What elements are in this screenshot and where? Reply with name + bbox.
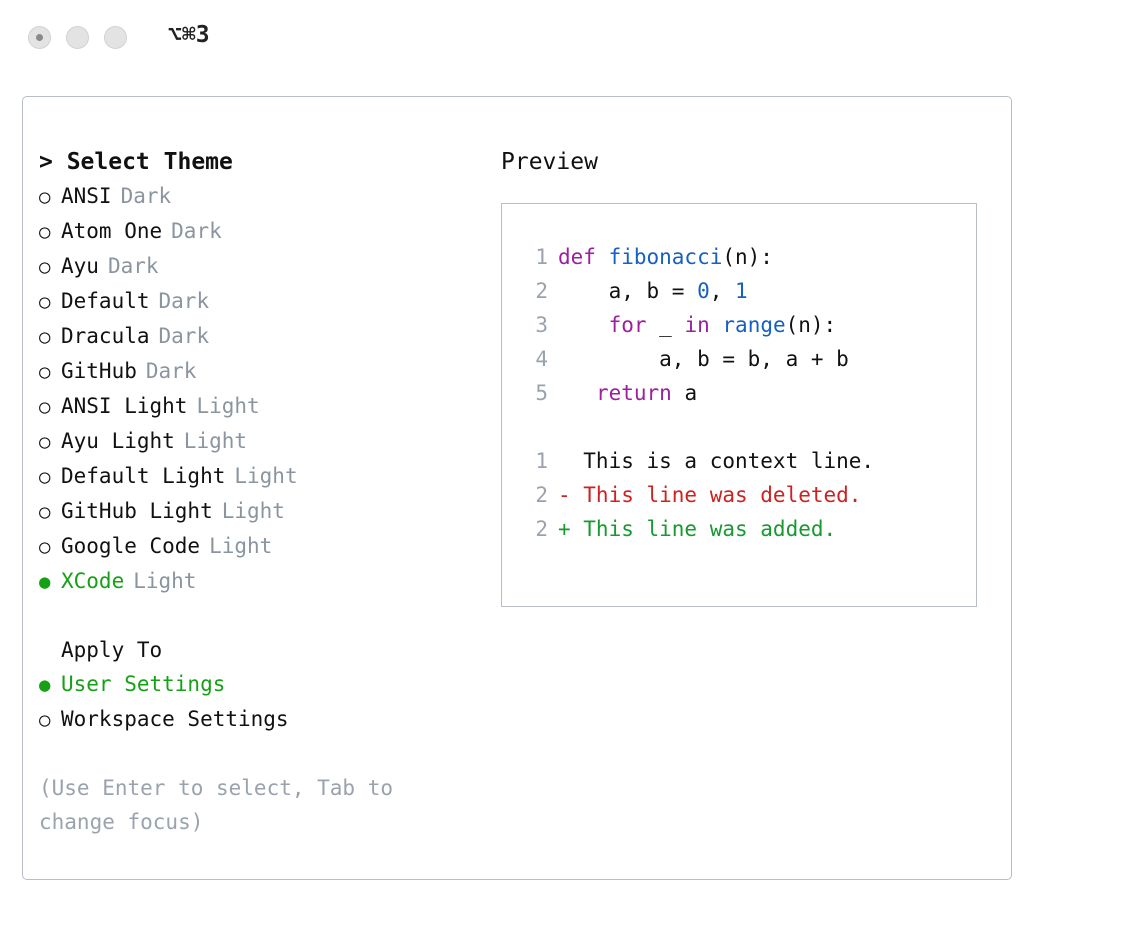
radio-unselected-icon: ○ bbox=[39, 431, 51, 453]
code-token: fibonacci bbox=[608, 245, 723, 269]
code-line bbox=[522, 308, 976, 342]
line-number: 2 bbox=[535, 517, 548, 541]
theme-option-label: Default bbox=[61, 289, 150, 313]
code-token: in bbox=[684, 313, 710, 337]
theme-option-label: GitHub bbox=[61, 359, 137, 383]
theme-option-tag: Light bbox=[209, 534, 273, 558]
code-sample bbox=[522, 240, 976, 410]
radio-unselected-icon: ○ bbox=[39, 361, 51, 383]
code-token: _ bbox=[646, 313, 685, 337]
code-token: def bbox=[558, 245, 609, 269]
code-token: return bbox=[595, 381, 672, 405]
radio-selected-icon: ● bbox=[39, 571, 51, 593]
line-number: 3 bbox=[535, 313, 548, 337]
theme-option-tag: Dark bbox=[158, 289, 210, 313]
spacer bbox=[39, 599, 479, 633]
code-token: 0 bbox=[697, 279, 710, 303]
diff-line bbox=[522, 444, 976, 478]
theme-option-label: Ayu bbox=[61, 254, 99, 278]
keyboard-shortcut-label: ⌥⌘3 bbox=[168, 22, 210, 48]
line-number: 1 bbox=[535, 449, 548, 473]
select-theme-heading: > Select Theme bbox=[39, 149, 233, 175]
code-token: for bbox=[608, 313, 647, 337]
preview-column bbox=[501, 145, 991, 607]
theme-option-tag: Light bbox=[221, 499, 285, 523]
close-button-icon[interactable] bbox=[28, 26, 51, 49]
theme-option-label: ANSI Light bbox=[61, 394, 188, 418]
diff-line-text: - This line was deleted. bbox=[558, 483, 862, 507]
title-bar bbox=[0, 0, 1140, 76]
theme-option-label: Dracula bbox=[61, 324, 150, 348]
code-token bbox=[558, 381, 596, 405]
theme-option-ayu-light[interactable] bbox=[39, 424, 479, 459]
code-token: a, b = bbox=[558, 279, 698, 303]
line-number: 2 bbox=[535, 279, 548, 303]
apply-to-list[interactable] bbox=[39, 667, 479, 737]
apply-to-option-label: User Settings bbox=[61, 672, 226, 696]
theme-option-label: GitHub Light bbox=[61, 499, 213, 523]
theme-option-label: ANSI bbox=[61, 184, 112, 208]
diff-line bbox=[522, 478, 976, 512]
radio-unselected-icon: ○ bbox=[39, 466, 51, 488]
theme-option-default[interactable] bbox=[39, 284, 479, 319]
theme-list[interactable] bbox=[39, 179, 479, 599]
radio-selected-icon: ● bbox=[39, 674, 51, 696]
theme-option-tag: Dark bbox=[171, 219, 222, 243]
theme-option-xcode[interactable] bbox=[39, 564, 479, 599]
apply-to-heading: Apply To bbox=[61, 638, 163, 662]
radio-unselected-icon: ○ bbox=[39, 221, 51, 243]
radio-unselected-icon: ○ bbox=[39, 396, 51, 418]
theme-option-tag: Dark bbox=[145, 359, 197, 383]
code-line bbox=[522, 376, 976, 410]
theme-option-dracula[interactable] bbox=[39, 319, 479, 354]
radio-unselected-icon: ○ bbox=[39, 256, 51, 278]
radio-unselected-icon: ○ bbox=[39, 186, 51, 208]
keyboard-hint-text: (Use Enter to select, Tab to change focus) bbox=[39, 776, 394, 834]
code-token: , bbox=[709, 279, 736, 303]
code-line bbox=[522, 342, 976, 376]
preview-box bbox=[501, 203, 977, 607]
theme-option-tag: Dark bbox=[120, 184, 172, 208]
code-token bbox=[558, 313, 609, 337]
apply-to-option-user-settings[interactable] bbox=[39, 667, 479, 702]
diff-line-text: This is a context line. bbox=[558, 449, 875, 473]
theme-option-ansi[interactable] bbox=[39, 179, 479, 214]
code-line bbox=[522, 240, 976, 274]
radio-unselected-icon: ○ bbox=[39, 536, 51, 558]
diff-line-text: + This line was added. bbox=[558, 517, 837, 541]
code-token: a bbox=[671, 381, 698, 405]
diff-line bbox=[522, 512, 976, 546]
theme-option-github-light[interactable] bbox=[39, 494, 479, 529]
line-number: 2 bbox=[535, 483, 548, 507]
theme-option-tag: Light bbox=[196, 394, 260, 418]
preview-heading: Preview bbox=[501, 149, 598, 175]
code-line bbox=[522, 274, 976, 308]
theme-option-github[interactable] bbox=[39, 354, 479, 389]
theme-option-google-code[interactable] bbox=[39, 529, 479, 564]
theme-option-ayu[interactable] bbox=[39, 249, 479, 284]
apply-to-option-label: Workspace Settings bbox=[61, 707, 289, 731]
theme-option-default-light[interactable] bbox=[39, 459, 479, 494]
theme-option-label: XCode bbox=[61, 569, 125, 593]
theme-option-label: Default Light bbox=[61, 464, 226, 488]
diff-sample bbox=[522, 444, 976, 546]
code-token: (n): bbox=[722, 245, 773, 269]
theme-option-label: Ayu Light bbox=[61, 429, 175, 453]
radio-unselected-icon: ○ bbox=[39, 326, 51, 348]
line-number: 1 bbox=[535, 245, 548, 269]
theme-option-tag: Light bbox=[133, 569, 197, 593]
code-token: range bbox=[722, 313, 786, 337]
theme-selection-column bbox=[39, 145, 479, 839]
code-token: (n): bbox=[785, 313, 837, 337]
theme-option-tag: Light bbox=[234, 464, 298, 488]
radio-unselected-icon: ○ bbox=[39, 501, 51, 523]
code-token: a, b = b, a + b bbox=[558, 347, 849, 371]
theme-option-label: Google Code bbox=[61, 534, 201, 558]
code-token: 1 bbox=[735, 279, 748, 303]
code-token bbox=[710, 313, 723, 337]
theme-option-label: Atom One bbox=[61, 219, 163, 243]
code-spacer bbox=[522, 410, 976, 444]
main-panel bbox=[22, 96, 1012, 880]
theme-option-tag: Dark bbox=[107, 254, 159, 278]
line-number: 5 bbox=[535, 381, 548, 405]
apply-to-option-workspace-settings[interactable] bbox=[39, 702, 479, 737]
zoom-button-icon[interactable] bbox=[104, 26, 127, 49]
line-number: 4 bbox=[535, 347, 548, 371]
radio-unselected-icon: ○ bbox=[39, 291, 51, 313]
theme-option-tag: Light bbox=[183, 429, 248, 453]
theme-option-tag: Dark bbox=[158, 324, 210, 348]
theme-option-atom-one[interactable] bbox=[39, 214, 479, 249]
theme-option-ansi-light[interactable] bbox=[39, 389, 479, 424]
minimize-button-icon[interactable] bbox=[66, 26, 89, 49]
radio-unselected-icon: ○ bbox=[39, 709, 51, 731]
window-controls[interactable] bbox=[28, 26, 127, 49]
